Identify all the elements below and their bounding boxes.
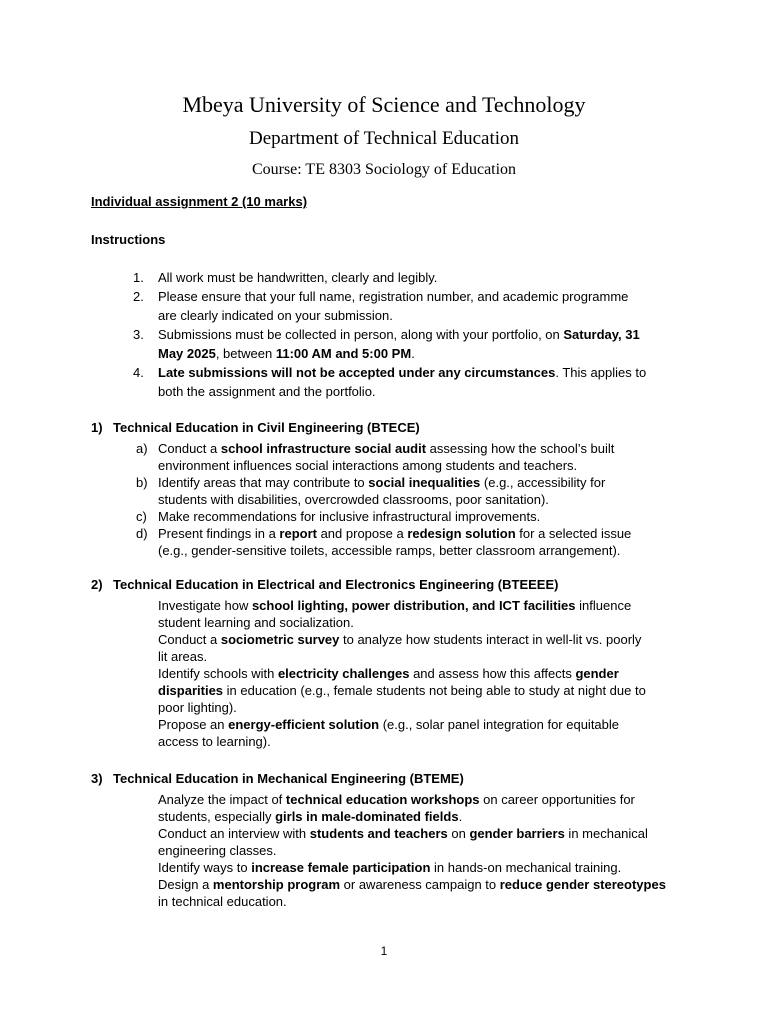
list-number: 2. bbox=[133, 289, 144, 304]
text: in education (e.g., female students not being able to study at night due to bbox=[223, 683, 646, 698]
emphasis: reduce gender stereotypes bbox=[499, 877, 666, 892]
paragraph-line bbox=[158, 597, 631, 614]
text: students, especially bbox=[158, 809, 276, 824]
warning-emphasis: Late submissions will not be accepted under any circumstances bbox=[158, 365, 556, 380]
paragraph-line bbox=[158, 665, 619, 682]
text: to analyze how students interact in well-lit vs. poorly bbox=[339, 632, 642, 647]
emphasis: mentorship program bbox=[212, 877, 341, 892]
paragraph-line bbox=[158, 859, 621, 876]
assignment-title: Individual assignment 2 (10 marks) bbox=[91, 194, 308, 209]
text: Design a bbox=[158, 877, 213, 892]
page-number: 1 bbox=[380, 944, 388, 958]
paragraph-line bbox=[158, 716, 619, 733]
paragraph-line: access to learning). bbox=[158, 734, 271, 749]
section-number: 1) bbox=[91, 420, 103, 435]
paragraph-line bbox=[158, 791, 635, 808]
text: in hands-on mechanical training. bbox=[430, 860, 622, 875]
sub-label: b) bbox=[136, 475, 148, 490]
paragraph-line bbox=[158, 631, 641, 648]
emphasis: social inequalities bbox=[368, 475, 481, 490]
section-1-heading bbox=[91, 420, 420, 435]
text: Identify areas that may contribute to bbox=[158, 475, 369, 490]
text: in mechanical bbox=[564, 826, 648, 841]
text: Submissions must be collected in person, along with your portfolio, on bbox=[158, 327, 564, 342]
emphasis: electricity challenges bbox=[277, 666, 410, 681]
section-3-heading bbox=[91, 771, 464, 786]
text: and propose a bbox=[316, 526, 408, 541]
emphasis: redesign solution bbox=[407, 526, 516, 541]
text: for a selected issue bbox=[515, 526, 632, 541]
text: influence bbox=[575, 598, 632, 613]
text: Conduct an interview with bbox=[158, 826, 310, 841]
sub-label: a) bbox=[136, 441, 148, 456]
date-emphasis: May 2025 bbox=[158, 346, 216, 361]
sub-label: c) bbox=[136, 509, 147, 524]
date-emphasis: Saturday, 31 bbox=[563, 327, 640, 342]
emphasis: energy-efficient solution bbox=[228, 717, 380, 732]
text: . This applies to bbox=[555, 365, 647, 380]
instruction-item-cont: both the assignment and the portfolio. bbox=[158, 384, 376, 399]
emphasis: disparities bbox=[158, 683, 224, 698]
section-title: Technical Education in Electrical and Electronics Engineering (BTEEEE) bbox=[113, 577, 559, 592]
text: , between bbox=[215, 346, 276, 361]
emphasis: technical education workshops bbox=[285, 792, 480, 807]
university-title: Mbeya University of Science and Technology bbox=[182, 92, 586, 117]
instruction-item: All work must be handwritten, clearly and legibly. bbox=[158, 270, 438, 285]
sub-item bbox=[158, 440, 614, 457]
department-title: Department of Technical Education bbox=[248, 128, 520, 149]
sub-item-cont: environment influences social interactions among students and teachers. bbox=[158, 458, 578, 473]
emphasis: school infrastructure social audit bbox=[220, 441, 427, 456]
list-number: 4. bbox=[133, 365, 144, 380]
text: and assess how this affects bbox=[409, 666, 576, 681]
text: Identify schools with bbox=[158, 666, 278, 681]
emphasis: sociometric survey bbox=[220, 632, 340, 647]
paragraph-line: in technical education. bbox=[158, 894, 287, 909]
paragraph-line: poor lighting). bbox=[158, 700, 237, 715]
instruction-item bbox=[158, 364, 646, 381]
text: (e.g., solar panel integration for equitable bbox=[379, 717, 620, 732]
instruction-item-cont bbox=[158, 345, 415, 362]
instruction-item bbox=[158, 326, 640, 343]
emphasis: report bbox=[279, 526, 317, 541]
text: Propose an bbox=[158, 717, 229, 732]
text: Conduct a bbox=[158, 632, 221, 647]
sub-label: d) bbox=[136, 526, 148, 541]
sub-item-cont: students with disabilities, overcrowded classrooms, poor sanitation). bbox=[158, 492, 549, 507]
text: on career opportunities for bbox=[479, 792, 635, 807]
paragraph-line bbox=[158, 808, 462, 825]
emphasis: gender barriers bbox=[469, 826, 565, 841]
section-2-heading bbox=[91, 577, 558, 592]
text: . bbox=[411, 346, 415, 361]
text: on bbox=[447, 826, 470, 841]
paragraph-line: lit areas. bbox=[158, 649, 208, 664]
paragraph-line bbox=[158, 825, 648, 842]
sub-item bbox=[158, 474, 605, 491]
time-emphasis: 11:00 AM and 5:00 PM bbox=[275, 346, 412, 361]
paragraph-line: student learning and socialization. bbox=[158, 615, 354, 630]
instruction-item: Please ensure that your full name, registration number, and academic programme bbox=[158, 289, 629, 304]
sub-item bbox=[158, 525, 631, 542]
text: or awareness campaign to bbox=[340, 877, 500, 892]
emphasis: girls in male-dominated fields bbox=[275, 809, 459, 824]
sub-item-cont: (e.g., gender-sensitive toilets, accessible ramps, better classroom arrangement). bbox=[158, 543, 621, 558]
list-number: 1. bbox=[133, 270, 144, 285]
section-title: Technical Education in Civil Engineering (BTECE) bbox=[113, 420, 420, 435]
emphasis: students and teachers bbox=[309, 826, 448, 841]
text: Analyze the impact of bbox=[158, 792, 286, 807]
section-title: Technical Education in Mechanical Engineering (BTEME) bbox=[113, 771, 464, 786]
section-number: 2) bbox=[91, 577, 103, 592]
text: (e.g., accessibility for bbox=[480, 475, 606, 490]
text: assessing how the school’s built bbox=[426, 441, 615, 456]
text: Present findings in a bbox=[158, 526, 280, 541]
paragraph-line bbox=[158, 682, 646, 699]
instruction-item-cont: are clearly indicated on your submission. bbox=[158, 308, 393, 323]
course-title: Course: TE 8303 Sociology of Education bbox=[251, 161, 517, 178]
emphasis: increase female participation bbox=[251, 860, 431, 875]
text: Conduct a bbox=[158, 441, 221, 456]
text: Investigate how bbox=[158, 598, 252, 613]
emphasis: school lighting, power distribution, and ICT facilities bbox=[251, 598, 576, 613]
sub-item: Make recommendations for inclusive infrastructural improvements. bbox=[158, 509, 541, 524]
text: . bbox=[458, 809, 463, 824]
text: Identify ways to bbox=[158, 860, 252, 875]
list-number: 3. bbox=[133, 327, 144, 342]
paragraph-line bbox=[158, 876, 666, 893]
emphasis: gender bbox=[575, 666, 619, 681]
paragraph-line: engineering classes. bbox=[158, 843, 277, 858]
section-number: 3) bbox=[91, 771, 103, 786]
instructions-heading: Instructions bbox=[91, 232, 166, 247]
